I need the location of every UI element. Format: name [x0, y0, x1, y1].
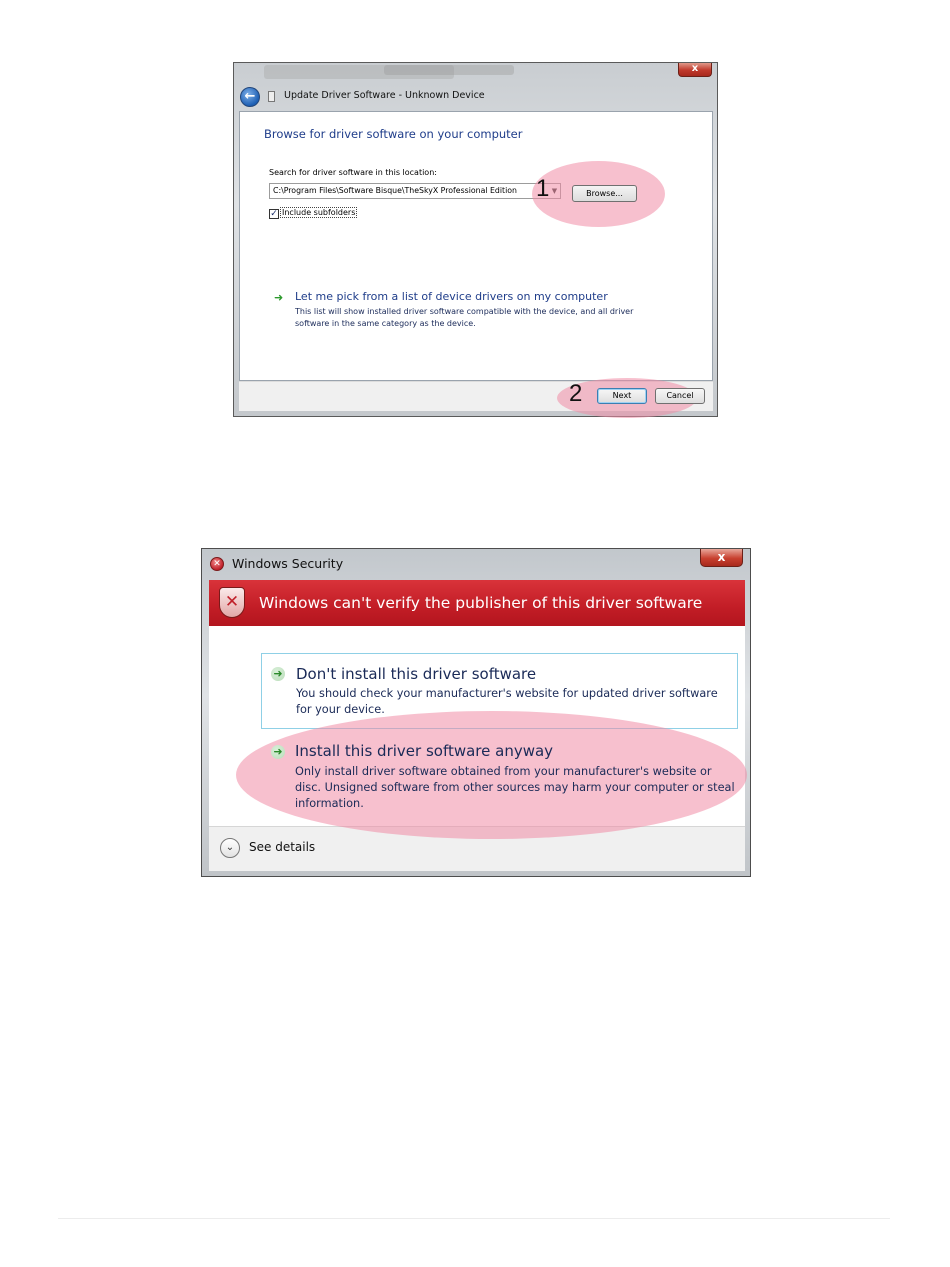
dont-install-title[interactable]: Don't install this driver software — [296, 665, 537, 683]
page-divider — [58, 1218, 890, 1219]
include-subfolders-checkbox[interactable]: ✓ — [270, 209, 278, 219]
next-button[interactable]: Next — [597, 388, 647, 404]
cancel-button[interactable]: Cancel — [655, 388, 705, 404]
security-shield-icon: ✕ — [219, 587, 245, 618]
driver-path-combobox[interactable]: C:\Program Files\Software Bisque\TheSkyX Professional Edition — [269, 183, 561, 199]
include-subfolders-label[interactable]: Include subfolders — [282, 208, 356, 217]
green-arrow-icon: ➜ — [271, 745, 285, 759]
dont-install-description: You should check your manufacturer's website for updated driver software for your device. — [296, 687, 718, 716]
callout-number-1: 1 — [536, 175, 550, 202]
warning-banner-text: Windows can't verify the publisher of this driver software — [259, 594, 703, 612]
callout-number-2: 2 — [569, 380, 583, 407]
security-error-icon: ✕ — [210, 557, 224, 571]
pick-from-list-link[interactable]: Let me pick from a list of device drivers on my computer — [295, 290, 608, 303]
see-details-toggle[interactable]: See details — [249, 840, 316, 854]
close-button[interactable]: x — [700, 549, 743, 567]
search-location-label: Search for driver software in this location: — [269, 168, 437, 177]
green-arrow-icon: ➜ — [274, 291, 284, 304]
window-title: Windows Security — [232, 556, 344, 571]
device-icon — [268, 91, 275, 102]
chevron-down-icon[interactable]: ⌄ — [220, 838, 240, 858]
close-button[interactable]: x — [678, 63, 712, 77]
pick-from-list-description: This list will show installed driver software compatible with the device, and all driver software in the same category as the device. — [295, 307, 634, 328]
browse-button[interactable]: Browse... — [572, 185, 637, 202]
back-arrow-icon[interactable]: ← — [240, 87, 260, 107]
window-title: Update Driver Software - Unknown Device — [284, 90, 485, 101]
background-window-blur — [384, 65, 514, 75]
page-heading: Browse for driver software on your computer — [264, 127, 523, 141]
install-anyway-description: Only install driver software obtained from your manufacturer's website or disc. Unsigned software from other sources may harm your computer or steal information. — [295, 765, 735, 810]
green-arrow-icon: ➜ — [271, 667, 285, 681]
update-driver-dialog — [233, 62, 718, 417]
install-anyway-option[interactable]: Install this driver software anyway — [295, 742, 554, 760]
dialog-content — [239, 111, 713, 381]
